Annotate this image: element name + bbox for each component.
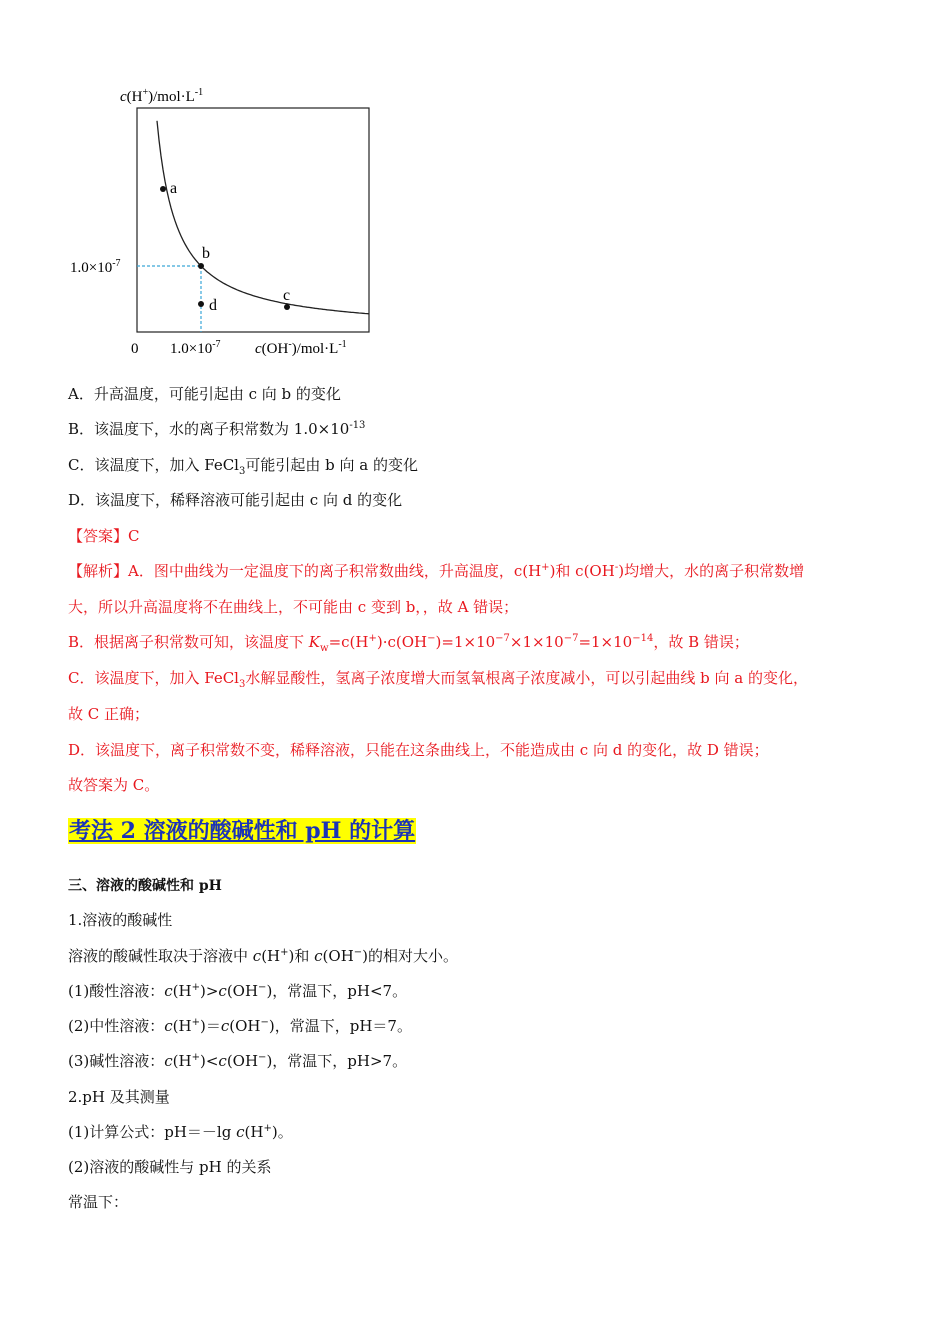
text-line-6: 2.pH 及其测量	[68, 1088, 170, 1106]
point-a	[160, 186, 166, 192]
origin-label: 0	[131, 341, 139, 357]
text-line-3: (1)酸性溶液：c(H+)>c(OH−)，常温下，pH<7。	[68, 982, 408, 1000]
text-line-9: 常温下：	[68, 1193, 129, 1211]
analysis-line-4: C．该温度下，加入 FeCl$_3$水解显酸性，氢离子浓度增大而氢氧根离子浓度减小，可以引起曲线 b 向 a 的变化，	[68, 669, 808, 690]
analysis-line-1: 【解析】A．图中曲线为一定温度下的离子积常数曲线，升高温度，c(H+)和 c(OH-)均增大，水的离子积常数增	[68, 562, 805, 580]
sub-heading: 三、溶液的酸碱性和 pH	[68, 878, 222, 894]
section-heading: 考法 2 溶液的酸碱性和 pH 的计算	[69, 818, 416, 844]
analysis-line-5: 故 C 正确；	[68, 705, 150, 723]
option-b: B．该温度下，水的离子积常数为 $1.0\times 10^{-13}$	[68, 420, 366, 438]
point-c-label: c	[283, 287, 291, 304]
text-line-8: (2)溶液的酸碱性与 pH 的关系	[68, 1158, 272, 1176]
analysis-line-6: D．该温度下，离子积常数不变，稀释溶液，只能在这条曲线上，不能造成由 c 向 d 的变化，故 D 错误；	[68, 741, 769, 759]
text-line-4: (2)中性溶液：c(H+)＝c(OH−)，常温下，pH＝7。	[68, 1017, 412, 1035]
point-d	[198, 301, 204, 307]
x-tick-label: $1.0\times 10^{-7}$	[170, 339, 221, 357]
x-axis-label: $c(OH^-)/mol\cdot L^{-1}$	[255, 339, 347, 357]
point-c	[284, 304, 290, 310]
point-a-label: a	[170, 180, 178, 197]
option-a: A．升高温度，可能引起由 c 向 b 的变化	[68, 385, 341, 403]
analysis-line-7: 故答案为 C。	[68, 776, 160, 794]
ion-product-graph	[60, 80, 390, 370]
point-b	[198, 263, 204, 269]
option-d: D．该温度下，稀释溶液可能引起由 c 向 d 的变化	[68, 491, 403, 509]
text-line-7: (1)计算公式：pH＝－lg c(H+)。	[68, 1123, 293, 1141]
point-d-label: d	[209, 297, 217, 314]
text-line-2: 溶液的酸碱性取决于溶液中 c(H+)和 c(OH−)的相对大小。	[68, 947, 459, 965]
analysis-line-3: B．根据离子积常数可知，该温度下 $K_w=c(H^+)\cdot c(OH^-)=1\times 10^{-7}\times 1\times 10^{-7}=1\times 10^{-14}$，故 B 错误；	[68, 633, 749, 654]
option-c: C．该温度下，加入 FeCl$_3$可能引起由 b 向 a 的变化	[68, 456, 418, 477]
plot-frame	[137, 108, 369, 332]
text-line-5: (3)碱性溶液：c(H+)<c(OH−)，常温下，pH>7。	[68, 1052, 408, 1070]
y-tick-label: $1.0\times 10^{-7}$	[70, 258, 121, 276]
ion-product-curve	[157, 121, 369, 314]
text-line-1: 1.溶液的酸碱性	[68, 911, 173, 929]
y-axis-label: $c(H^+)/mol\cdot L^{-1}$	[120, 87, 204, 105]
answer-line: 【答案】C	[68, 527, 140, 545]
analysis-line-2: 大，所以升高温度将不在曲线上，不可能由 c 变到 b，，故 A 错误；	[68, 598, 519, 616]
point-b-label: b	[202, 245, 210, 262]
